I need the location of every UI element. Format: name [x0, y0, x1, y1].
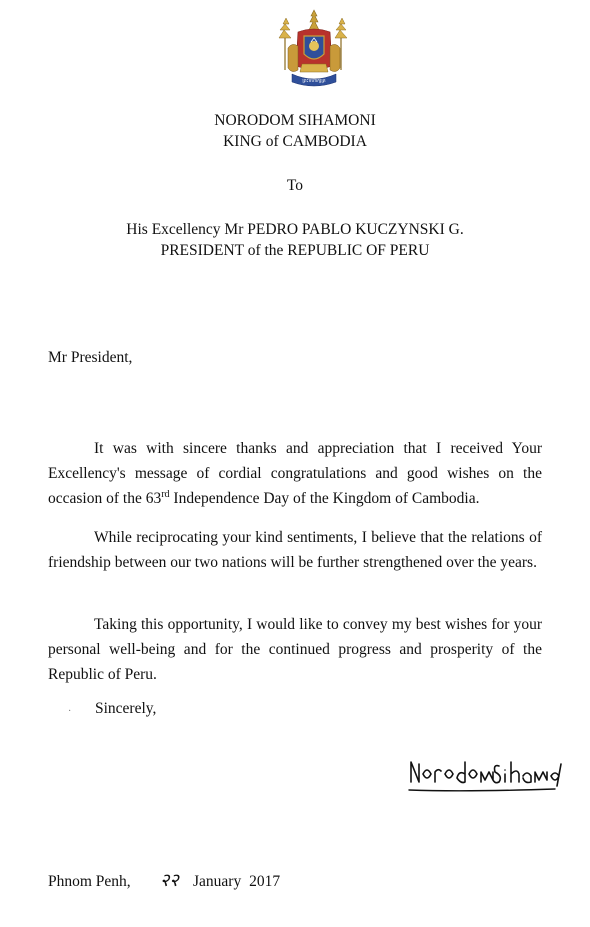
handwritten-signature — [405, 752, 565, 800]
paragraph-1-text: It was with sincere thanks and appreciation that I received Your Excellency's message of cordial congratulations and good wishes on the occasion of the 63 — [48, 440, 542, 507]
closing: Sincerely, — [95, 700, 157, 717]
recipient-title: PRESIDENT of the REPUBLIC OF PERU — [160, 242, 430, 259]
emblem-ribbon-caption: ព្រះមហាក្សត្រ — [302, 79, 326, 84]
royal-coat-of-arms-emblem — [268, 8, 360, 92]
date-month-year: January 2017 — [193, 873, 281, 890]
date-place: Phnom Penh, — [48, 873, 131, 890]
paragraph-friendship: While reciprocating your kind sentiments, I believe that the relations of friendship between our two nations will be further strengthened over the years. — [48, 529, 542, 571]
margin-dot: · — [68, 706, 72, 717]
recipient-name: His Excellency Mr PEDRO PABLO KUCZYNSKI G. — [126, 221, 464, 238]
ordinal-suffix: rd — [161, 488, 170, 500]
to-label: To — [286, 177, 304, 194]
paragraph-1-text-end: Independence Day of the Kingdom of Cambodia. — [169, 490, 480, 507]
date-day: २२ — [160, 870, 179, 891]
sender-name: NORODOM SIHAMONI — [214, 112, 376, 129]
salutation: Mr President, — [48, 349, 133, 366]
paragraph-congratulations — [48, 436, 542, 511]
paragraph-best-wishes: Taking this opportunity, I would like to convey my best wishes for your personal well-being and for the continued progress and prosperity of the Republic of Peru. — [48, 616, 542, 683]
sender-title: KING of CAMBODIA — [223, 133, 367, 150]
